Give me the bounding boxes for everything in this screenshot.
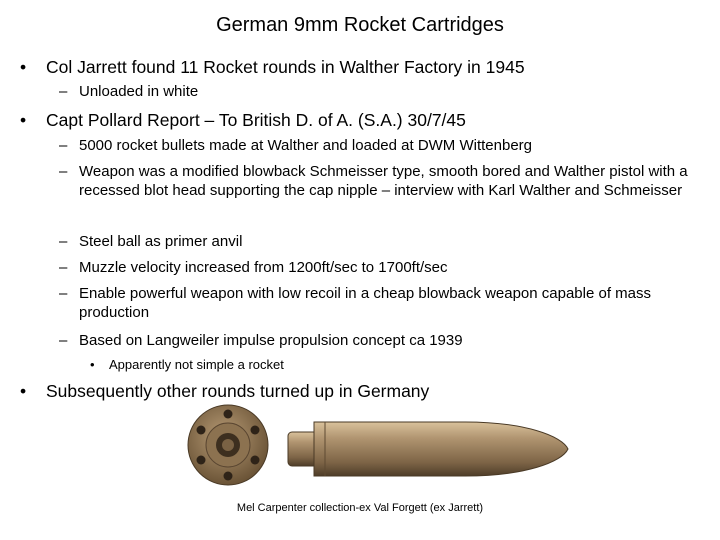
bullet-text: Capt Pollard Report – To British D. of A. (S.A.) 30/7/45 bbox=[46, 110, 466, 130]
dash-icon: – bbox=[59, 233, 68, 250]
dash-icon: – bbox=[59, 332, 68, 349]
bullet-dot-icon: • bbox=[20, 57, 27, 77]
dash-icon: – bbox=[59, 259, 68, 276]
photo-caption: Mel Carpenter collection-ex Val Forgett (ex Jarrett) bbox=[236, 502, 484, 514]
sub-bullet-text: Weapon was a modified blowback Schmeisser type, smooth bored and Walther pistol with a recessed blot head supporting the cap nipple – interview with Karl Walther and Schmeisser bbox=[79, 163, 688, 199]
bullet-text: Col Jarrett found 11 Rocket rounds in Walther Factory in 1945 bbox=[46, 57, 525, 77]
cartridge-photo bbox=[180, 400, 570, 495]
dash-icon: – bbox=[59, 137, 68, 154]
bullet-dot-icon: • bbox=[20, 381, 27, 401]
sub-sub-bullet-text: Apparently not simple a rocket bbox=[109, 357, 284, 372]
bullet-text: Subsequently other rounds turned up in Germany bbox=[46, 381, 430, 401]
sub-bullet-text: Steel ball as primer anvil bbox=[79, 233, 243, 250]
sub-bullet-text: Unloaded in white bbox=[79, 83, 199, 100]
sub-bullet-text: Muzzle velocity increased from 1200ft/sec to 1700ft/sec bbox=[79, 259, 448, 276]
bullet-dot-icon: • bbox=[90, 357, 95, 372]
cartridge-base-view bbox=[188, 405, 268, 485]
slide-title: German 9mm Rocket Cartridges bbox=[216, 14, 504, 36]
sub-bullet-text: Enable powerful weapon with low recoil in a cheap blowback weapon capable of mass production bbox=[79, 285, 652, 321]
bullet-dot-icon: • bbox=[20, 110, 27, 130]
dash-icon: – bbox=[59, 163, 68, 180]
dash-icon: – bbox=[59, 285, 68, 302]
cartridge-side-view bbox=[288, 422, 568, 476]
sub-bullet-text: 5000 rocket bullets made at Walther and loaded at DWM Wittenberg bbox=[79, 137, 533, 154]
dash-icon: – bbox=[59, 83, 68, 100]
sub-bullet-text: Based on Langweiler impulse propulsion concept ca 1939 bbox=[79, 332, 463, 349]
